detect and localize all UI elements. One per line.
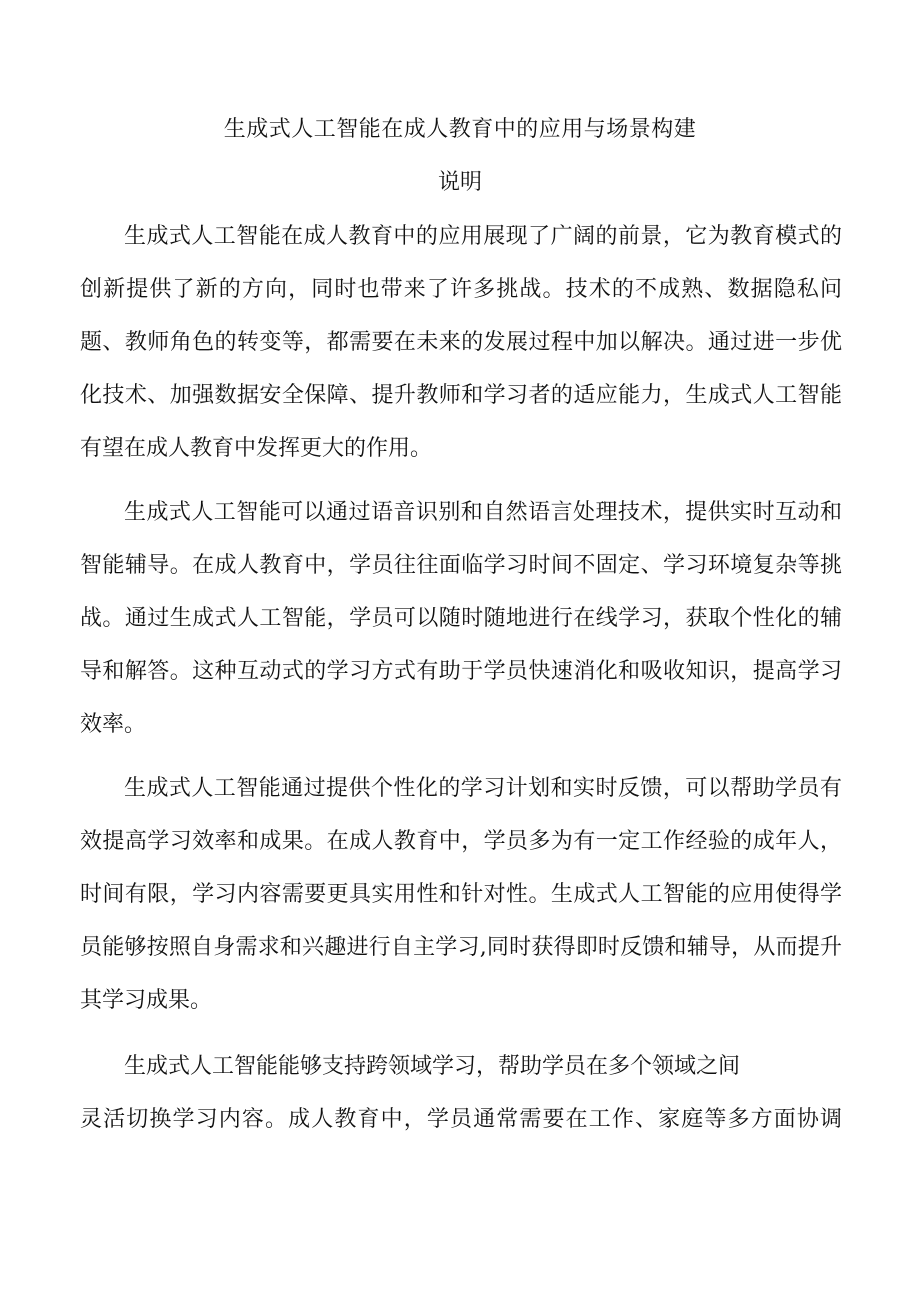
paragraph-4-line-2: 灵活切换学习内容。成人教育中，学员通常需要在工作、家庭等多方面协调 (80, 1107, 842, 1132)
paragraph-4-line-1: 生成式人工智能能够支持跨领域学习，帮助学员在多个领域之间 (124, 1054, 741, 1079)
paragraph-1: 生成式人工智能在成人教育中的应用展现了广阔的前景，它为教育模式的创新提供了新的方向，同时也带来了许多挑战。技术的不成熟、数据隐私问题、教师角色的转变等，都需要在未来的发展过程中加以解决。通过进一步优化技术、加强数据安全保障、提升教师和学习者的适应能力，生成式人工智能有望在成人教育中发挥更大的作用。 (80, 224, 842, 461)
document-title: 生成式人工智能在成人教育中的应用与场景构建 (223, 117, 697, 142)
paragraph-2: 生成式人工智能可以通过语音识别和自然语言处理技术，提供实时互动和智能辅导。在成人教育中，学员往往面临学习时间不固定、学习环境复杂等挑战。通过生成式人工智能，学员可以随时随地进行在线学习，获取个性化的辅导和解答。这种互动式的学习方式有助于学员快速消化和吸收知识，提高学习效率。 (80, 500, 842, 737)
paragraph-3: 生成式人工智能通过提供个性化的学习计划和实时反馈，可以帮助学员有效提高学习效率和成果。在成人教育中，学员多为有一定工作经验的成年人，时间有限，学习内容需要更具实用性和针对性。生成式人工智能的应用使得学员能够按照自身需求和兴趣进行自主学习,同时获得即时反馈和辅导，从而提升其学习成果。 (80, 776, 842, 1013)
document-subtitle: 说明 (437, 170, 482, 195)
document-body (80, 210, 842, 1146)
